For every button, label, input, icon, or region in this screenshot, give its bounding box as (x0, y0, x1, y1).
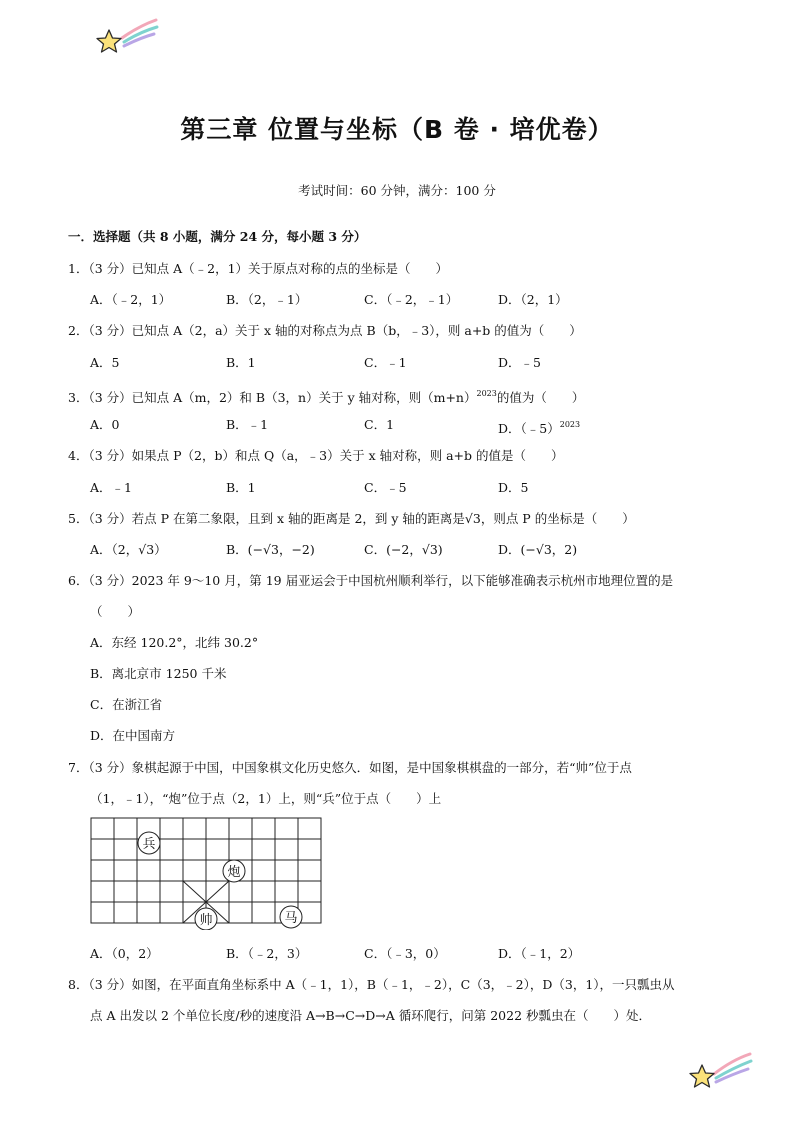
piece-shuai (195, 908, 217, 930)
question-3-option-d (498, 417, 580, 437)
piece-bing (138, 832, 160, 854)
shooting-star-icon (688, 1050, 754, 1096)
question-3-option-a: A．0 (90, 417, 120, 432)
svg-text:兵: 兵 (142, 837, 156, 852)
question-4-option-d: D．5 (498, 480, 529, 495)
question-5-option-d: D．(−√3，2) (498, 542, 578, 557)
question-4-option-a: A．﹣1 (90, 480, 132, 495)
question-3-option-b: B．﹣1 (226, 417, 269, 432)
svg-text:炮: 炮 (227, 865, 241, 880)
question-7-stem-continued: （1，﹣1），“炮”位于点（2，1）上，则“兵”位于点（ ）上 (90, 791, 442, 806)
question-3-stem (68, 386, 584, 406)
question-7-option-a: A．（0，2） (90, 946, 159, 961)
question-2-option-d: D．﹣5 (498, 355, 541, 370)
question-5-option-a: A．（2，√3） (90, 542, 167, 557)
question-3-option-d-base: D．（﹣5） (498, 421, 560, 436)
question-5-stem: 5．（3 分）若点 P 在第二象限，且到 x 轴的距离是 2，到 y 轴的距离是√3，则点 P 的坐标是（ ） (68, 511, 635, 526)
question-6-option-c: C．在浙江省 (90, 697, 163, 712)
question-1-option-a: A．（﹣2，1） (90, 292, 172, 307)
question-3-stem-main: 3．（3 分）已知点 A（m，2）和 B（3，n）关于 y 轴对称，则（m+n） (68, 390, 477, 405)
question-8-stem-continued: 点 A 出发以 2 个单位长度/秒的速度沿 A→B→C→D→A 循环爬行，问第 2022 秒瓢虫在（ ）处． (90, 1008, 652, 1023)
page-title: 第三章 位置与坐标（B 卷 · 培优卷） (180, 115, 614, 144)
shooting-star-icon (94, 18, 160, 58)
question-6-option-b: B．离北京市 1250 千米 (90, 666, 227, 681)
question-2-option-b: B．1 (226, 355, 256, 370)
exam-info: 考试时间：60 分钟，满分：100 分 (298, 183, 496, 198)
question-3-stem-tail: 的值为（ ） (496, 390, 585, 405)
question-1-stem: 1．（3 分）已知点 A（﹣2，1）关于原点对称的点的坐标是（ ） (68, 261, 449, 276)
question-3-option-d-exponent: 2023 (559, 420, 581, 429)
question-4-option-b: B．1 (226, 480, 256, 495)
piece-pao (223, 860, 245, 882)
question-6-option-a: A．东经 120.2°，北纬 30.2° (90, 635, 259, 650)
question-1-option-b: B．（2，﹣1） (226, 292, 308, 307)
question-6-option-d: D．在中国南方 (90, 728, 176, 743)
question-3-exponent: 2023 (476, 389, 497, 398)
svg-text:帅: 帅 (199, 913, 213, 928)
question-4-option-c: C．﹣5 (364, 480, 407, 495)
question-4-stem: 4．（3 分）如果点 P（2，b）和点 Q（a，﹣3）关于 x 轴对称，则 a+b 的值是（ ） (68, 448, 564, 463)
piece-ma (280, 906, 302, 928)
question-5-option-c: C．(−2，√3) (364, 542, 443, 557)
question-7-option-c: C．（﹣3，0） (364, 946, 446, 961)
question-6-stem: 6．（3 分）2023 年 9～10 月，第 19 届亚运会于中国杭州顺利举行，以下能够准确表示杭州市地理位置的是 (68, 573, 674, 588)
question-5-option-b: B．(−√3，−2) (226, 542, 315, 557)
question-7-option-b: B．（﹣2，3） (226, 946, 308, 961)
chess-board-figure (88, 816, 324, 930)
question-1-option-d: D．（2，1） (498, 292, 568, 307)
question-2-option-a: A．5 (90, 355, 120, 370)
question-8-stem: 8．（3 分）如图，在平面直角坐标系中 A（﹣1，1），B（﹣1，﹣2），C（3，﹣2），D（3，1），一只瓢虫从 (68, 977, 675, 992)
question-6-stem-continued: （ ） (90, 604, 141, 619)
question-2-option-c: C．﹣1 (364, 355, 407, 370)
section-heading: 一．选择题（共 8 小题，满分 24 分，每小题 3 分） (68, 229, 367, 244)
question-1-option-c: C．（﹣2，﹣1） (364, 292, 459, 307)
question-7-option-d: D．（﹣1，2） (498, 946, 581, 961)
svg-text:马: 马 (284, 911, 298, 926)
question-7-stem: 7．（3 分）象棋起源于中国，中国象棋文化历史悠久．如图，是中国象棋棋盘的一部分，若“帅”位于点 (68, 760, 632, 775)
question-2-stem: 2．（3 分）已知点 A（2，a）关于 x 轴的对称点为点 B（b，﹣3），则 a+b 的值为（ ） (68, 323, 582, 338)
question-3-option-c: C．1 (364, 417, 395, 432)
